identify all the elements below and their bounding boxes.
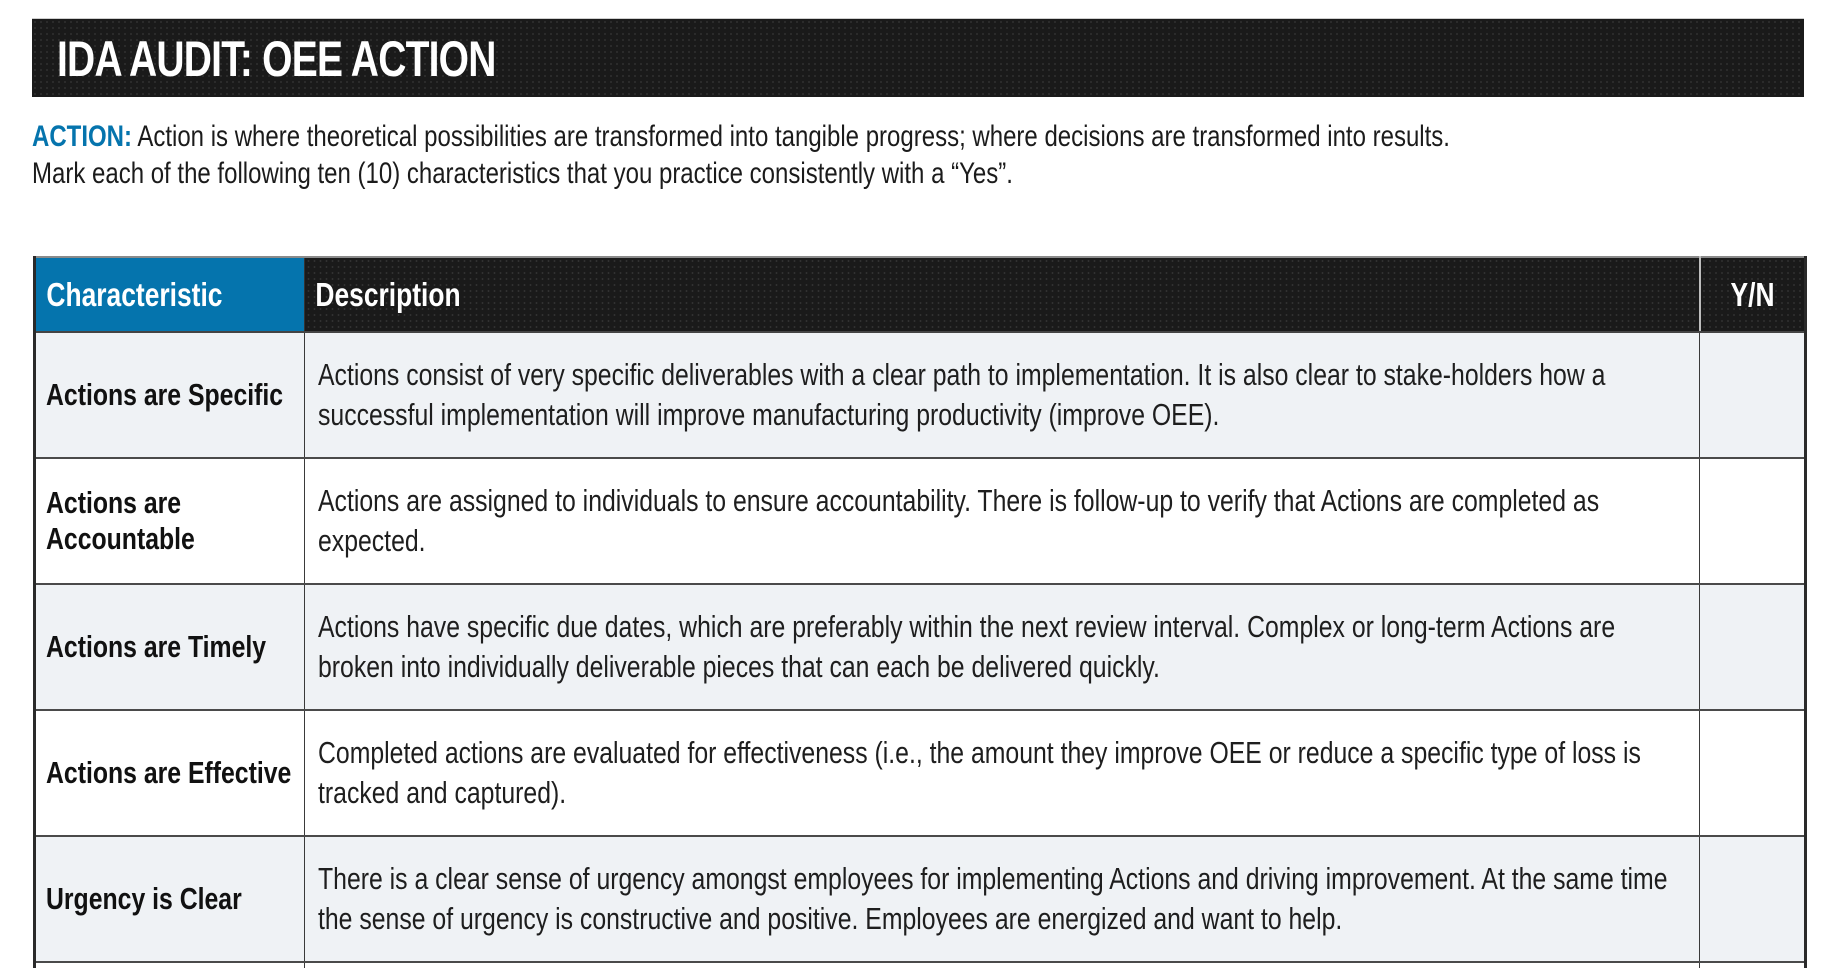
table-row — [35, 458, 1806, 584]
characteristic-cell — [35, 962, 305, 968]
intro-line-1-text: Action is where theoretical possibilities are transformed into tangible progress; where decisions are transformed into results. — [131, 120, 1450, 153]
characteristic-cell — [35, 458, 305, 584]
table-row — [35, 710, 1806, 836]
description-text: Completed actions are evaluated for effectiveness (i.e., the amount they improve OEE or reduce a specific type of loss is tracked and captured). — [318, 735, 1641, 810]
yn-answer-cell[interactable] — [1700, 710, 1806, 836]
table-row-partial — [35, 962, 1806, 968]
column-header-characteristic-label: Characteristic — [46, 275, 223, 313]
characteristic-label: Actions are Timely — [46, 629, 267, 664]
description-cell — [305, 836, 1700, 962]
column-header-description — [305, 257, 1700, 332]
title-bar — [32, 18, 1804, 97]
column-header-yn-label: Y/N — [1730, 275, 1775, 313]
description-cell — [305, 584, 1700, 710]
intro-line-2: Mark each of the following ten (10) characteristics that you practice consistently with a “Yes”. — [32, 157, 1013, 190]
yn-answer-cell[interactable] — [1700, 962, 1806, 968]
intro-lead-label: ACTION: — [32, 120, 132, 153]
column-header-characteristic — [35, 257, 305, 332]
characteristic-cell — [35, 332, 305, 458]
table-header-row — [35, 257, 1806, 332]
characteristic-cell — [35, 584, 305, 710]
yn-answer-cell[interactable] — [1700, 584, 1806, 710]
table-row — [35, 332, 1806, 458]
characteristic-cell — [35, 836, 305, 962]
intro-paragraph — [32, 118, 1812, 192]
page-title: IDA AUDIT: OEE ACTION — [57, 31, 496, 87]
table-row — [35, 584, 1806, 710]
description-text: Actions have specific due dates, which are preferably within the next review interval. Complex or long-term Actions are broken into individually deliverable pieces that can each be delivered quickly. — [318, 609, 1616, 684]
description-cell — [305, 332, 1700, 458]
column-header-yn — [1700, 257, 1806, 332]
description-cell — [305, 458, 1700, 584]
characteristic-cell — [35, 710, 305, 836]
characteristic-label: Actions are Effective — [46, 755, 292, 790]
description-cell — [305, 710, 1700, 836]
yn-answer-cell[interactable] — [1700, 458, 1806, 584]
characteristic-label: Actions are Accountable — [46, 485, 195, 556]
yn-answer-cell[interactable] — [1700, 836, 1806, 962]
intro-line-1 — [32, 118, 1456, 155]
audit-table — [33, 256, 1807, 968]
characteristic-label: Urgency is Clear — [46, 881, 242, 916]
description-text: Actions consist of very specific deliverables with a clear path to implementation. It is also clear to stake-holders how a successful implementation will improve manufacturing productivity (improve OEE). — [318, 357, 1606, 432]
description-text: There is a clear sense of urgency amongst employees for implementing Actions and driving improvement. At the same time the sense of urgency is constructive and positive. Employees are energized and want to help. — [318, 861, 1668, 936]
column-header-description-label: Description — [315, 275, 461, 313]
yn-answer-cell[interactable] — [1700, 332, 1806, 458]
characteristic-label: Actions are Specific — [46, 377, 284, 412]
description-cell — [305, 962, 1700, 968]
description-text: Actions are assigned to individuals to ensure accountability. There is follow-up to verify that Actions are completed as expected. — [318, 483, 1600, 558]
table-row — [35, 836, 1806, 962]
